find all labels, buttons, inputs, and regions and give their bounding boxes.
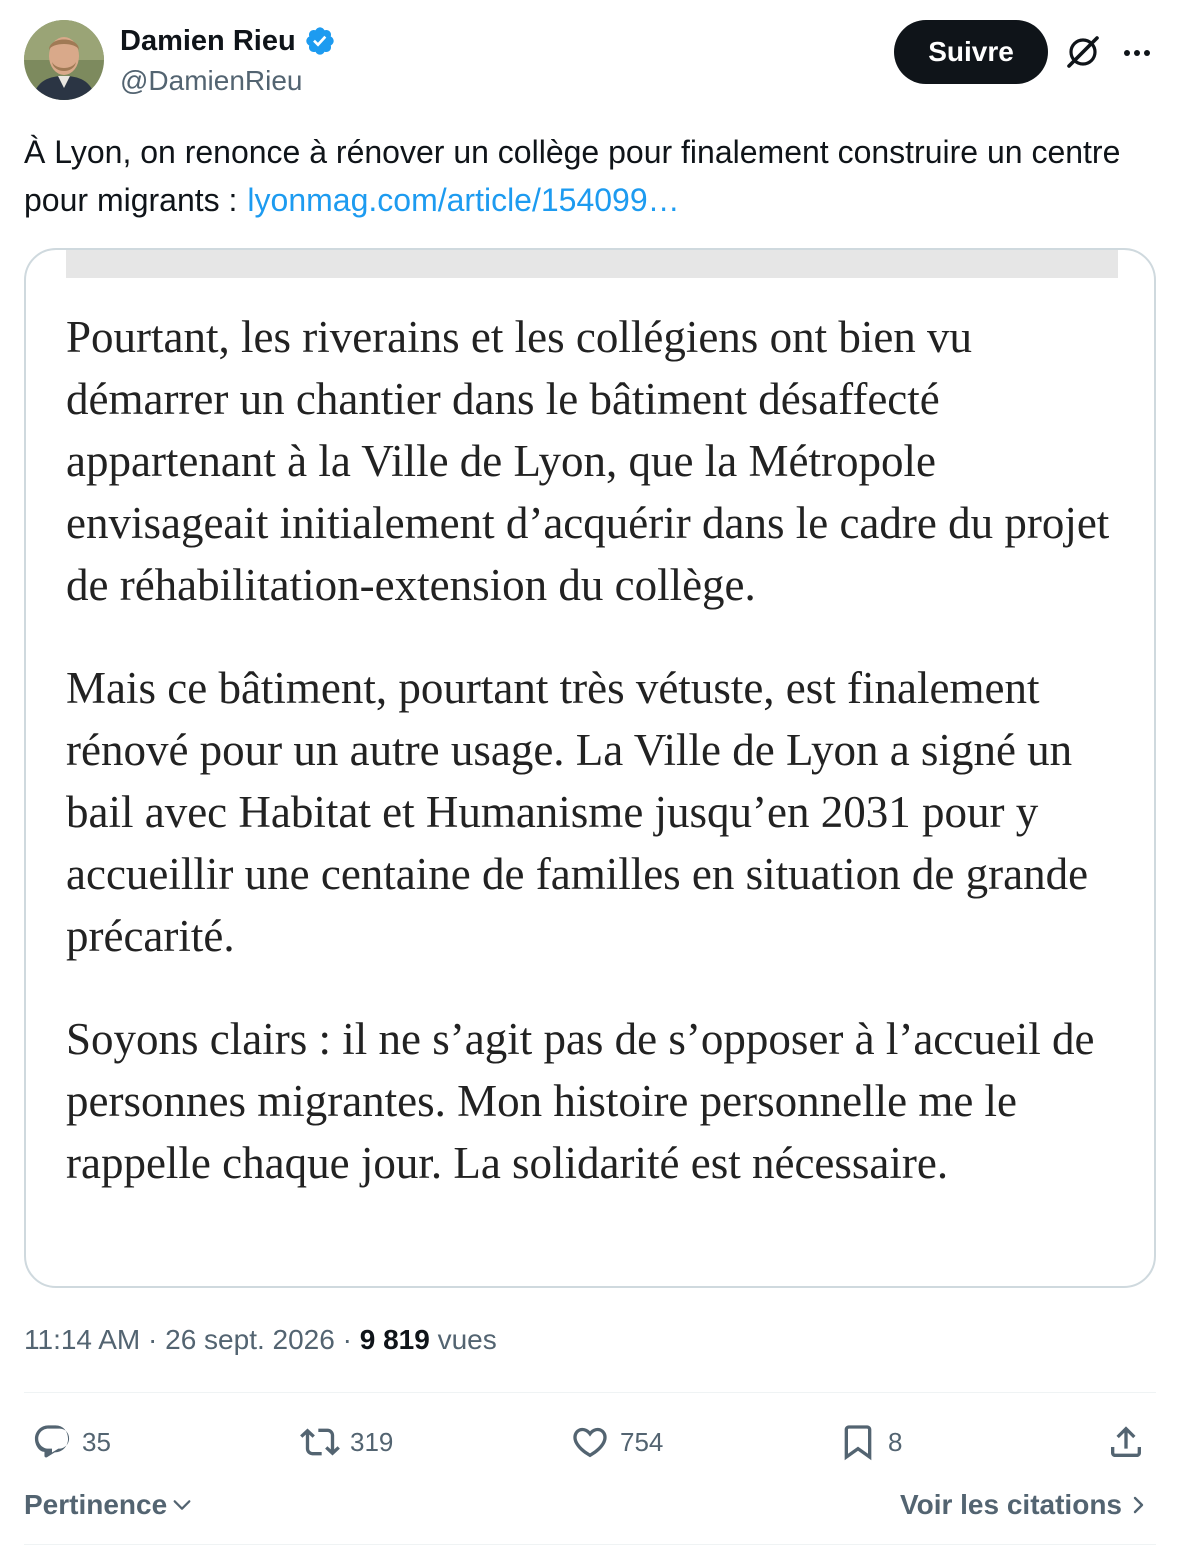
article-paragraph: Mais ce bâtiment, pourtant très vétuste, est finalement rénové pour un autre usage. La Ville de Lyon a signé un bail avec Habitat et Humanisme jusqu’en 2031 pour y accueillir une centaine de familles en situation de grande précarité.: [66, 663, 1089, 961]
reply-count: 35: [82, 1426, 111, 1457]
media-top-bar: [66, 250, 1118, 278]
author-handle[interactable]: @DamienRieu: [120, 65, 303, 96]
tweet-body: À Lyon, on renonce à rénover un collège pour finalement construire un centre pour migrants :: [24, 134, 1121, 218]
avatar[interactable]: [24, 20, 104, 100]
bookmark-icon: [838, 1422, 878, 1462]
repost-count: 319: [350, 1426, 394, 1457]
follow-button[interactable]: Suivre: [894, 20, 1048, 84]
tweet-link[interactable]: lyonmag.com/article/154099…: [247, 182, 680, 218]
article-paragraph: Pourtant, les riverains et les collégiens ont bien vu démarrer un chantier dans le bâtiment désaffecté appartenant à la Ville de Lyon, que la Métropole envisageait initialement d’acquérir dans le cadre du projet de réhabilitation-extension du collège.: [66, 312, 1110, 610]
author-name[interactable]: Damien Rieu: [120, 25, 296, 57]
view-quotes-link[interactable]: [900, 1484, 1148, 1526]
meta-separator: ·: [342, 1324, 352, 1355]
bookmark-button[interactable]: [838, 1418, 902, 1466]
share-button[interactable]: [1106, 1418, 1146, 1466]
reply-icon: [32, 1422, 72, 1462]
views-count: 9 819: [359, 1324, 430, 1355]
divider: [24, 1392, 1156, 1393]
repost-icon: [300, 1422, 340, 1462]
chevron-down-icon: [171, 1494, 193, 1516]
view-quotes-label: Voir les citations: [900, 1489, 1122, 1520]
views-label: vues: [437, 1324, 497, 1355]
divider: [24, 1544, 1156, 1545]
chevron-right-icon: [1130, 1493, 1148, 1517]
tweet-meta: [24, 1320, 497, 1360]
tweet-text: [24, 128, 1160, 224]
media-image[interactable]: [24, 248, 1156, 1288]
tweet-time[interactable]: 11:14 AM: [24, 1324, 141, 1355]
bookmark-count: 8: [888, 1426, 903, 1457]
like-count: 754: [620, 1426, 664, 1457]
verified-badge-icon: [304, 25, 336, 57]
meta-separator: ·: [148, 1324, 158, 1355]
share-icon: [1106, 1422, 1146, 1462]
like-icon: [570, 1422, 610, 1462]
sort-dropdown[interactable]: [24, 1484, 193, 1526]
reply-button[interactable]: [32, 1418, 111, 1466]
tweet-date[interactable]: 26 sept. 2026: [165, 1324, 335, 1355]
author-name-row[interactable]: [120, 22, 336, 60]
article-paragraph: Soyons clairs : il ne s’agit pas de s’opposer à l’accueil de personnes migrantes. Mon histoire personnelle me le rappelle chaque jour. La solidarité est nécessaire.: [66, 1014, 1095, 1188]
repost-button[interactable]: [300, 1418, 393, 1466]
more-icon[interactable]: [1118, 36, 1156, 70]
like-button[interactable]: [570, 1418, 663, 1466]
sort-label: Pertinence: [24, 1489, 168, 1520]
grok-icon[interactable]: [1063, 32, 1103, 72]
article-excerpt: [66, 306, 1130, 1235]
